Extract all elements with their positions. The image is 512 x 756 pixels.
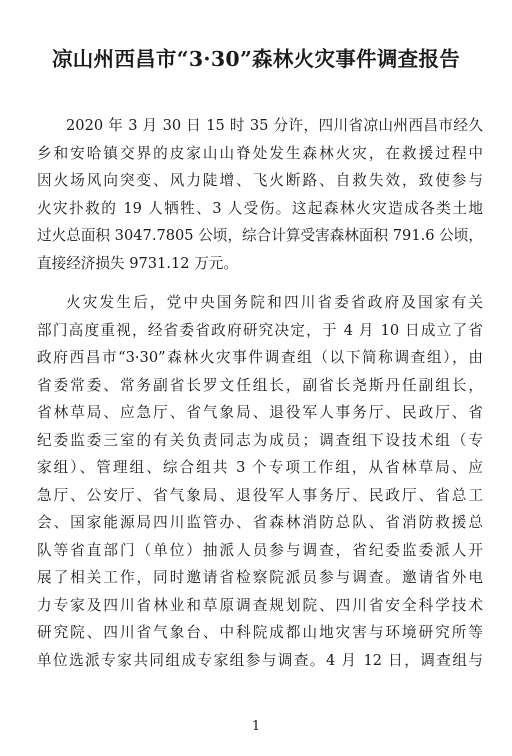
paragraph-line: 会、国家能源局四川监管办、省森林消防总队、省消防救援总 [37,514,483,531]
paragraph-line: 直接经济损失 9731.12 万元。 [37,254,238,272]
paragraph-line: 家组）、管理组、综合组共 3 个专项工作组，从省林草局、应 [37,459,483,476]
paragraph-line: 纪委监委三室的有关负责同志为成员；调查组下设技术组（专 [37,431,483,449]
paragraph-line: 政府西昌市“3·30”森林火灾事件调查组（以下简称调查组），由 [37,349,483,366]
document-title: 凉山州西昌市“3·30”森林火灾事件调查报告 [51,47,461,71]
paragraph-line: 因火场风向突变、风力陡增、飞火断路、自救失效，致使参与 [37,172,483,189]
paragraph-line: 省委常委、常务副省长罗文任组长，副省长尧斯丹任副组长， [37,376,483,394]
paragraph-line: 展了相关工作，同时邀请省检察院派员参与调查。邀请省外电 [37,569,483,586]
paragraph-line: 力专家及四川省林业和草原调查规划院、四川省安全科学技术 [37,596,483,614]
paragraph-line: 部门高度重视，经省委省政府研究决定，于 4 月 10 日成立了省 [37,321,483,339]
paragraph-line: 研究院、四川省气象台、中科院成都山地灾害与环境研究所等 [37,624,483,641]
paragraph-line: 省林草局、应急厅、省气象局、退役军人事务厅、民政厅、省 [37,404,483,421]
paragraph-line: 队等省直部门（单位）抽派人员参与调查，省纪委监委派人开 [37,541,483,559]
paragraph-line: 单位选派专家共同组成专家组参与调查。4 月 12 日，调查组与 [37,651,483,669]
paragraph-line: 急厅、公安厅、省气象局、退役军人事务厅、民政厅、省总工 [37,486,483,504]
paragraph-line: 2020 年 3 月 30 日 15 时 35 分许，四川省凉山州西昌市经久 [66,117,483,134]
page-number: 1 [251,719,261,734]
paragraph-2 [37,289,483,674]
paragraph-1 [37,112,483,277]
paragraph-line: 过火总面积 3047.7805 公顷，综合计算受害森林面积 791.6 公顷， [37,227,483,244]
paragraph-line: 火灾扑救的 19 人牺牲、3 人受伤。这起森林火灾造成各类土地 [37,199,483,217]
paragraph-line: 火灾发生后，党中央国务院和四川省委省政府及国家有关 [66,294,483,311]
paragraph-line: 乡和安哈镇交界的皮家山山脊处发生森林火灾，在救援过程中 [37,144,483,162]
